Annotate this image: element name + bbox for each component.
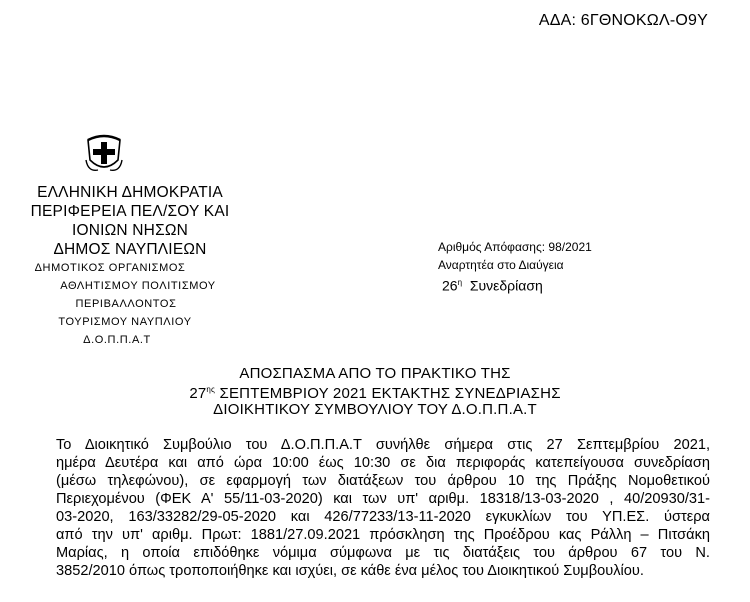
issuer-line: ΙΟΝΙΩΝ ΝΗΣΩΝ — [71, 222, 189, 239]
session-label — [442, 274, 592, 295]
title-line — [0, 382, 750, 402]
issuer-subline: Δ.Ο.Π.Π.Α.Τ — [83, 334, 151, 346]
issuer-line: ΕΛΛΗΝΙΚΗ ΔΗΜΟΚΡΑΤΙΑ — [37, 184, 223, 201]
body-line: από την υπ' αριθμ. Πρωτ: 1881/27.09.2021 πρόσκληση της Προέδρου κας Ράλλη – Πιτσάκη — [56, 527, 710, 543]
issuer-line: ΠΕΡΙΦΕΡΕΙΑ ΠΕΛ/ΣΟΥ ΚΑΙ — [30, 203, 230, 220]
issuer-block — [0, 183, 260, 349]
ada-code: ΑΔΑ: 6ΓΘΝΟΚΩΛ-Ο9Υ — [538, 12, 708, 29]
issuer-subline: ΠΕΡΙΒΑΛΛΟΝΤΟΣ — [75, 298, 177, 310]
body-paragraph — [56, 436, 710, 580]
issuer-subline: ΤΟΥΡΙΣΜΟΥ ΝΑΥΠΛΙΟΥ — [58, 316, 192, 328]
greek-coat-of-arms-icon — [84, 130, 124, 174]
session-text: Συνεδρίαση — [469, 277, 543, 294]
title-line: ΑΠΟΣΠΑΣΜΑ ΑΠΟ ΤΟ ΠΡΑΚΤΙΚΟ ΤΗΣ — [239, 365, 511, 382]
body-line: Μαρίας, η οποία επιδόθηκε νόμιμα σύμφωνα με τις διατάξεις του άρθρου 67 του Ν. — [56, 545, 710, 561]
body-line: Περιεχομένου (ΦΕΚ Α' 55/11-03-2020) και των υπ' αριθμ. 18318/13-03-2020 , 40/20930/31- — [56, 491, 710, 507]
body-line: ημέρα Δευτέρα και από ώρα 10:00 έως 10:30 σε δια περιφοράς κατεπείγουσα συνεδρίαση — [56, 455, 710, 471]
title-date-number: 27 — [189, 385, 207, 402]
title-line: ΔΙΟΙΚΗΤΙΚΟΥ ΣΥΜΒΟΥΛΙΟΥ ΤΟΥ Δ.Ο.Π.Π.Α.Τ — [213, 401, 537, 418]
posting-note: Αναρτητέα στο Διαύγεια — [438, 258, 564, 272]
title-date-suffix: ης — [206, 385, 216, 394]
session-number: 26 — [442, 277, 458, 294]
issuer-subline: ΔΗΜΟΤΙΚΟΣ ΟΡΓΑΝΙΣΜΟΣ — [34, 262, 186, 274]
session-suffix: η — [457, 278, 463, 287]
title-date-rest: ΣΕΠΤΕΜΒΡΙΟΥ 2021 ΕΚΤΑΚΤΗΣ ΣΥΝΕΔΡΙΑΣΗΣ — [219, 385, 561, 402]
issuer-line: ΔΗΜΟΣ ΝΑΥΠΛΙΕΩΝ — [53, 241, 207, 258]
issuer-subline: ΑΘΛΗΤΙΣΜΟΥ ΠΟΛΙΤΙΣΜΟΥ — [60, 280, 216, 292]
document-title — [0, 366, 750, 418]
body-line: 03-2020, 163/33282/29-05-2020 και 426/77233/13-11-2020 εγκυκλίων του ΥΠ.ΕΣ. ύστερα — [56, 509, 710, 525]
decision-info — [438, 238, 592, 295]
body-line: 3852/2010 όπως τροποποιήθηκε και ισχύει, σε κάθε ένα μέλος του Διοικητικού Συμβουλίου. — [56, 563, 644, 579]
body-line: Το Διοικητικό Συμβούλιο του Δ.Ο.Π.Π.Α.Τ συνήλθε σήμερα στις 27 Σεπτεμβρίου 2021, — [56, 437, 710, 453]
decision-number: Αριθμός Απόφασης: 98/2021 — [438, 240, 592, 254]
body-line: (μέσω τηλεφώνου), σε εφαρμογή των διατάξεων του άρθρου 10 της Πράξης Νομοθετικού — [56, 473, 710, 489]
